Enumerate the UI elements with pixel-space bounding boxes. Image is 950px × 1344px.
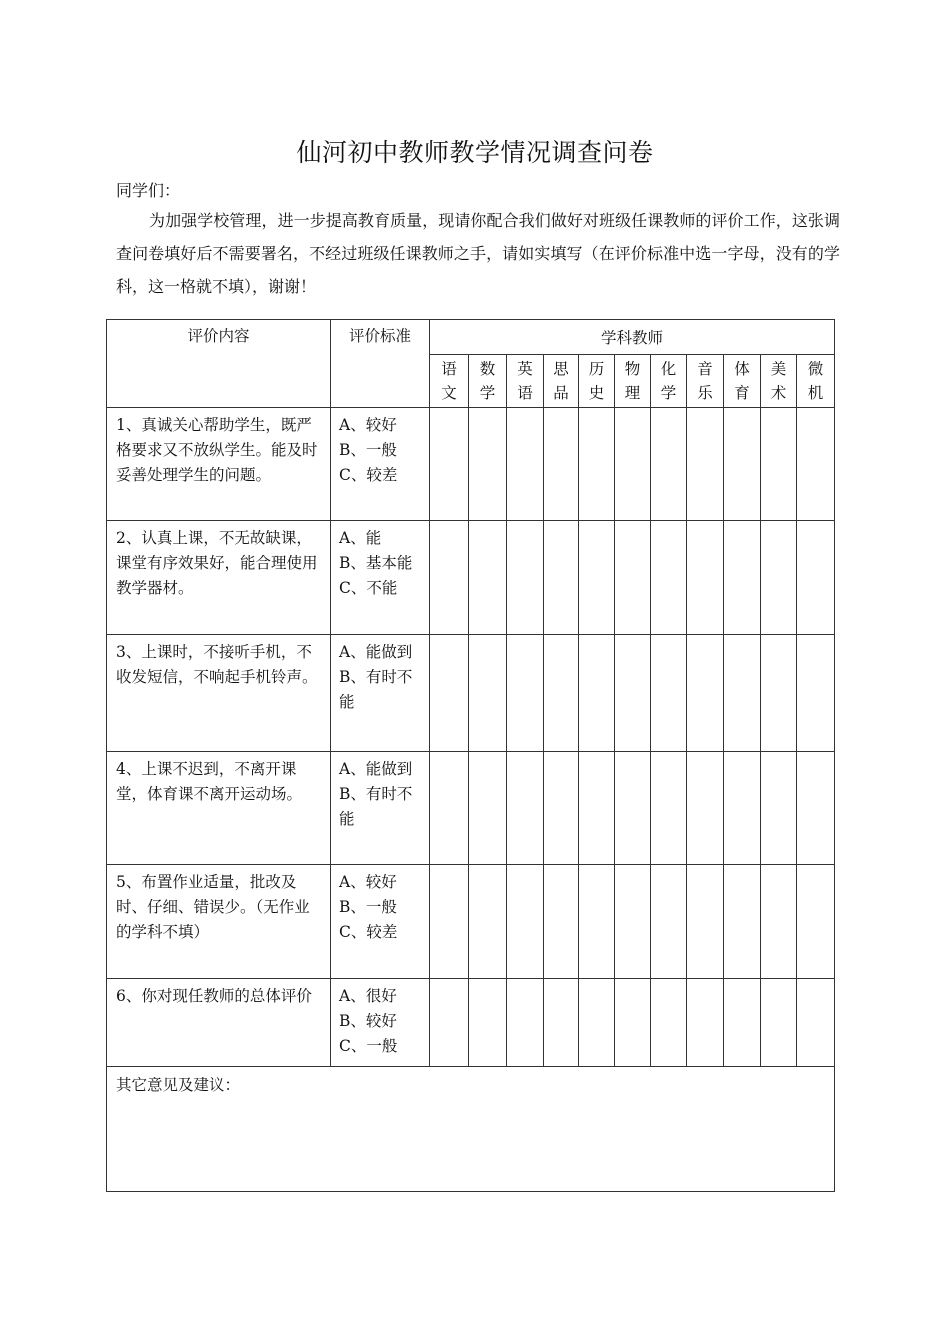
page-title: 仙河初中教师教学情况调查问卷 [296,138,654,167]
rating-cell[interactable] [615,408,651,521]
option-text: C、较差 [339,466,398,484]
rating-cell[interactable] [761,979,797,1067]
evaluation-table [106,319,835,1192]
rating-cell[interactable] [615,752,651,865]
rating-cell[interactable] [797,408,835,521]
subject-header [724,355,761,408]
subject-char: 理 [624,384,641,402]
subject-char: 物 [624,360,641,378]
rating-cell[interactable] [687,408,724,521]
criteria-options [331,865,430,979]
rating-cell[interactable] [579,752,615,865]
rating-cell[interactable] [579,521,615,635]
option-text: C、较差 [339,923,398,941]
header-subject-teachers: 学科教师 [430,320,835,355]
subject-char: 机 [807,384,824,402]
greeting: 同学们： [116,181,181,200]
header-evaluation-standard: 评价标准 [331,320,430,408]
subject-header [507,355,544,408]
subject-char: 学 [479,384,496,402]
subject-char: 文 [441,384,457,402]
criteria-options [331,752,430,865]
criteria-content: 2、认真上课，不无故缺课，课堂有序效果好，能合理使用教学器材。 [107,521,331,635]
criteria-content: 1、真诚关心帮助学生，既严格要求又不放纵学生。能及时妥善处理学生的问题。 [107,408,331,521]
rating-cell[interactable] [615,865,651,979]
subject-char: 音 [697,360,713,378]
option-text: A、较好 [339,416,397,434]
subject-char: 语 [517,384,533,402]
subject-char: 历 [588,360,605,378]
option-text: A、能 [339,529,382,547]
header-evaluation-content: 评价内容 [107,320,331,408]
option-text: B、有时不能 [339,668,413,711]
remarks-label: 其它意见及建议： [116,1076,241,1094]
rating-cell[interactable] [651,408,687,521]
criteria-row [107,521,835,635]
option-text: C、不能 [339,579,398,597]
criteria-options [331,979,430,1067]
option-text: A、能做到 [339,760,413,778]
rating-cell[interactable] [761,752,797,865]
option-text: C、一般 [339,1037,398,1055]
rating-cell[interactable] [724,521,761,635]
rating-cell[interactable] [615,635,651,752]
subject-char: 体 [734,360,750,378]
rating-cell[interactable] [469,865,507,979]
criteria-row [107,408,835,521]
criteria-row [107,865,835,979]
subject-char: 学 [660,384,677,402]
subject-char: 史 [588,384,605,402]
subject-char: 化 [660,360,677,378]
rating-cell[interactable] [651,865,687,979]
criteria-content: 4、上课不迟到，不离开课堂，体育课不离开运动场。 [107,752,331,865]
rating-cell[interactable] [430,865,469,979]
rating-cell[interactable] [507,979,544,1067]
rating-cell[interactable] [430,752,469,865]
rating-cell[interactable] [687,979,724,1067]
rating-cell[interactable] [724,752,761,865]
rating-cell[interactable] [687,752,724,865]
rating-cell[interactable] [797,521,835,635]
rating-cell[interactable] [761,865,797,979]
rating-cell[interactable] [469,521,507,635]
rating-cell[interactable] [544,752,579,865]
rating-cell[interactable] [544,865,579,979]
rating-cell[interactable] [687,635,724,752]
rating-cell[interactable] [797,752,835,865]
subject-char: 育 [734,384,750,402]
rating-cell[interactable] [469,408,507,521]
option-text: A、较好 [339,873,397,891]
rating-cell[interactable] [430,408,469,521]
subject-char: 术 [770,384,787,402]
criteria-row [107,635,835,752]
rating-cell[interactable] [469,979,507,1067]
rating-cell[interactable] [724,865,761,979]
subject-header [579,355,615,408]
subject-char: 语 [441,360,457,378]
intro-paragraph: 为加强学校管理，进一步提高教育质量，现请你配合我们做好对班级任课教师的评价工作，这张调查问卷填好后不需要署名，不经过班级任课教师之手，请如实填写（在评价标准中选一字母，没有的学科，这一格就不填），谢谢！ [116,211,840,296]
rating-cell[interactable] [579,865,615,979]
rating-cell[interactable] [687,865,724,979]
rating-cell[interactable] [761,635,797,752]
rating-cell[interactable] [651,521,687,635]
criteria-row [107,979,835,1067]
subject-header [544,355,579,408]
subject-header [651,355,687,408]
rating-cell[interactable] [761,521,797,635]
subject-header [430,355,469,408]
rating-cell[interactable] [507,408,544,521]
subject-header [761,355,797,408]
subject-header [797,355,835,408]
rating-cell[interactable] [797,865,835,979]
rating-cell[interactable] [687,521,724,635]
rating-cell[interactable] [579,408,615,521]
rating-cell[interactable] [430,979,469,1067]
criteria-content: 3、上课时，不接听手机，不收发短信，不响起手机铃声。 [107,635,331,752]
rating-cell[interactable] [579,979,615,1067]
criteria-options [331,408,430,521]
rating-cell[interactable] [507,521,544,635]
criteria-row [107,752,835,865]
option-text: B、一般 [339,441,397,459]
rating-cell[interactable] [544,635,579,752]
subject-header [615,355,651,408]
option-text: B、基本能 [339,554,413,572]
rating-cell[interactable] [615,521,651,635]
subject-header [469,355,507,408]
rating-cell[interactable] [615,979,651,1067]
rating-cell[interactable] [507,752,544,865]
subject-header [687,355,724,408]
rating-cell[interactable] [797,635,835,752]
criteria-options [331,521,430,635]
rating-cell[interactable] [651,979,687,1067]
option-text: A、能做到 [339,643,413,661]
rating-cell[interactable] [651,752,687,865]
rating-cell[interactable] [724,408,761,521]
criteria-content: 5、布置作业适量，批改及时、仔细、错误少。（无作业的学科不填） [107,865,331,979]
option-text: B、较好 [339,1012,397,1030]
rating-cell[interactable] [469,752,507,865]
subject-char: 英 [517,360,533,378]
criteria-content: 6、你对现任教师的总体评价 [107,979,331,1067]
rating-cell[interactable] [724,979,761,1067]
rating-cell[interactable] [544,979,579,1067]
option-text: A、很好 [339,987,397,1005]
rating-cell[interactable] [430,521,469,635]
rating-cell[interactable] [579,635,615,752]
subject-char: 数 [479,360,496,378]
option-text: B、一般 [339,898,397,916]
subject-char: 微 [807,360,824,378]
rating-cell[interactable] [761,408,797,521]
criteria-options [331,635,430,752]
rating-cell[interactable] [651,635,687,752]
rating-cell[interactable] [797,979,835,1067]
rating-cell[interactable] [724,635,761,752]
rating-cell[interactable] [544,521,579,635]
rating-cell[interactable] [507,865,544,979]
option-text: B、有时不能 [339,785,413,828]
rating-cell[interactable] [430,635,469,752]
rating-cell[interactable] [507,635,544,752]
subject-char: 思 [553,360,569,378]
subject-char: 美 [770,360,787,378]
rating-cell[interactable] [544,408,579,521]
rating-cell[interactable] [469,635,507,752]
subject-char: 乐 [697,384,713,402]
subject-char: 品 [553,384,569,402]
remarks-field[interactable] [107,1067,835,1192]
